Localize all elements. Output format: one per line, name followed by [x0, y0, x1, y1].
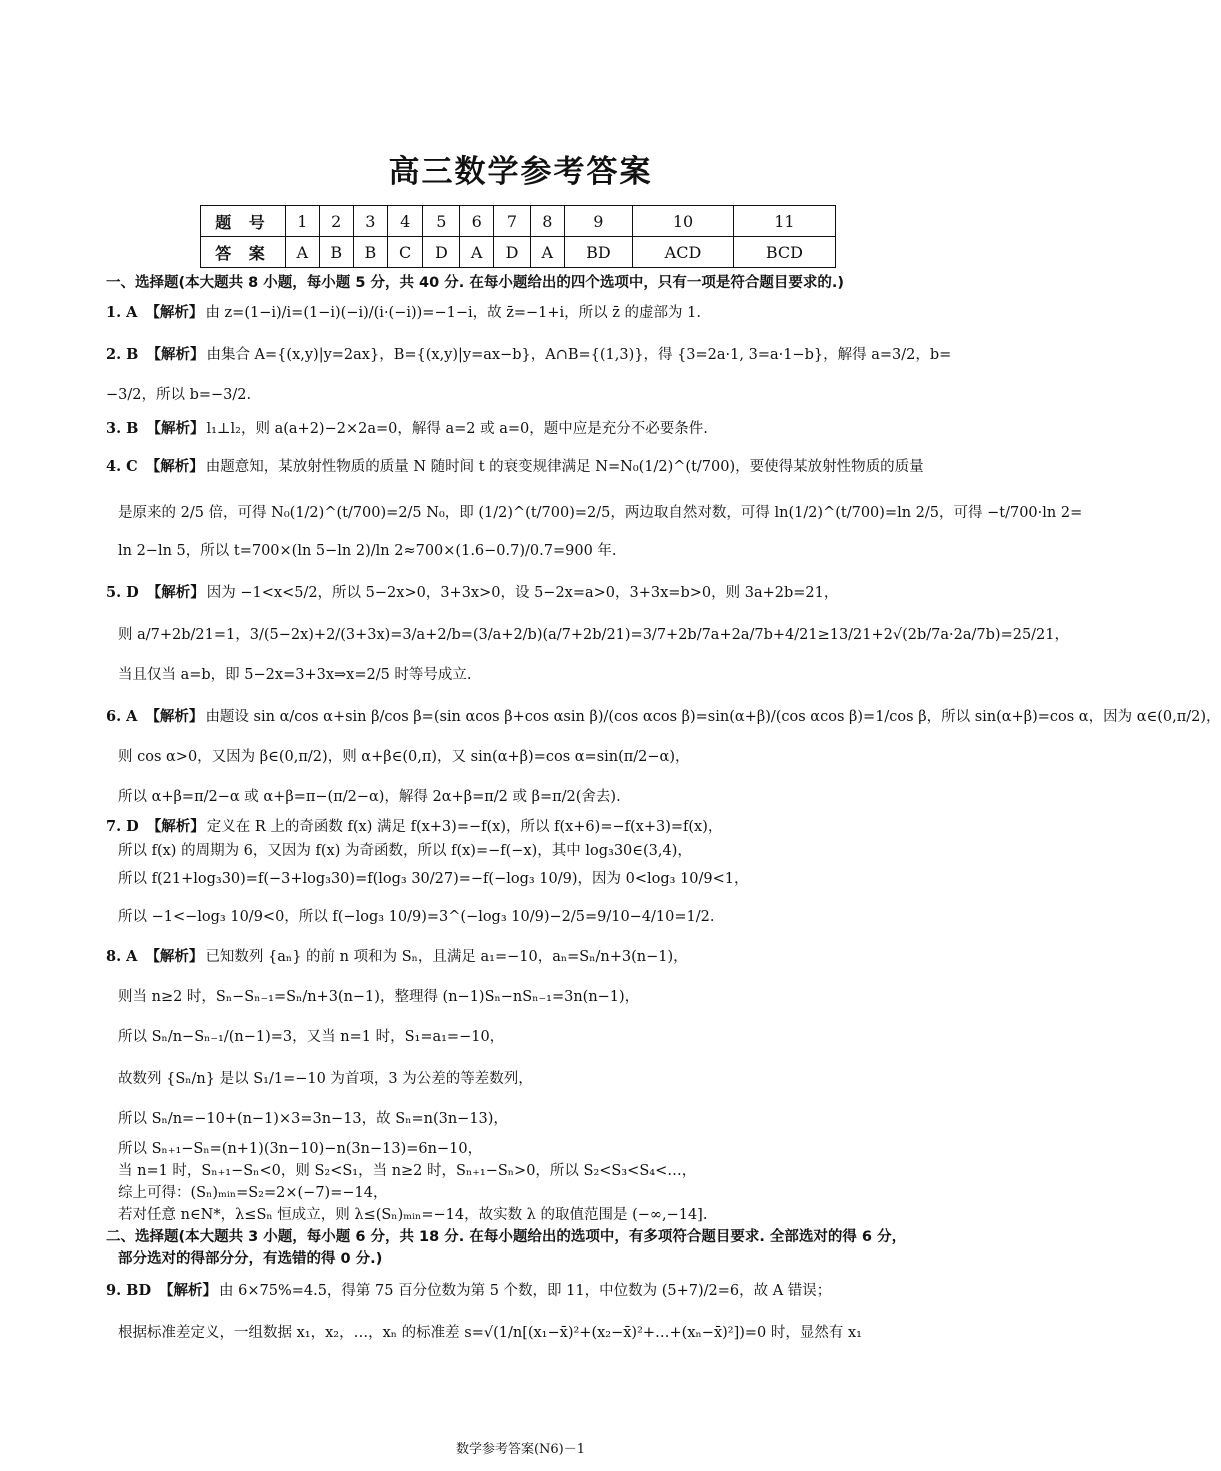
answer-cell: D	[423, 237, 460, 268]
solution-line: 则当 n≥2 时，Sₙ−Sₙ₋₁=Sₙ/n+3(n−1)，整理得 (n−1)Sₙ−nSₙ₋₁=3n(n−1)，	[118, 989, 640, 1005]
question-number: 6. A	[106, 708, 138, 725]
question-number-cell: 6	[460, 206, 494, 237]
solution-line: 所以 −1<−log₃ 10/9<0，所以 f(−log₃ 10/9)=3^(−log₃ 10/9)−2/5=9/10−4/10=1/2.	[118, 909, 715, 925]
solution-line: 所以 f(21+log₃30)=f(−3+log₃30)=f(log₃ 30/27)=−f(−log₃ 10/9)，因为 0<log₃ 10/9<1，	[118, 871, 749, 887]
question-number-cell: 3	[353, 206, 387, 237]
solution-line: 由 6×75%=4.5，得第 75 百分位数为第 5 个数，即 11，中位数为 (5+7)/2=6，故 A 错误；	[219, 1283, 832, 1299]
solution-q3	[106, 418, 966, 440]
question-number: 9. BD	[106, 1282, 152, 1299]
analysis-tag: 【解析】	[145, 458, 204, 475]
page-title: 高三数学参考答案	[388, 154, 653, 190]
question-number-cell: 4	[387, 206, 422, 237]
question-number-cell: 1	[286, 206, 320, 237]
question-number: 5. D	[106, 584, 139, 601]
analysis-tag: 【解析】	[145, 948, 204, 965]
answer-cell: A	[286, 237, 320, 268]
solution-line: 故数列 {Sₙ/n} 是以 S₁/1=−10 为首项，3 为公差的等差数列，	[118, 1071, 533, 1087]
solution-line: 是原来的 2/5 倍，可得 N₀(1/2)^(t/700)=2/5 N₀，即 (1/2)^(t/700)=2/5，两边取自然对数，可得 ln(1/2)^(t/700)=ln 2/5，可得 −t/700·ln 2=	[118, 505, 1083, 521]
question-number-row	[201, 206, 836, 237]
analysis-tag: 【解析】	[146, 818, 205, 835]
question-number: 3. B	[106, 420, 139, 437]
analysis-tag: 【解析】	[146, 420, 205, 437]
answer-cell: B	[319, 237, 353, 268]
question-number-cell: 2	[319, 206, 353, 237]
question-number: 8. A	[106, 948, 138, 965]
question-number: 2. B	[106, 346, 139, 363]
solution-line: 当且仅当 a=b，即 5−2x=3+3x⇒x=2/5 时等号成立.	[118, 667, 472, 683]
solution-line: 所以 Sₙ/n−Sₙ₋₁/(n−1)=3，又当 n=1 时，S₁=a₁=−10，	[118, 1029, 505, 1045]
analysis-tag: 【解析】	[159, 1282, 218, 1299]
solution-q1	[106, 302, 966, 324]
answer-cell: BD	[564, 237, 633, 268]
solution-line: 所以 α+β=π/2−α 或 α+β=π−(π/2−α)，解得 2α+β=π/2 或 β=π/2(舍去).	[118, 789, 621, 805]
solution-line: 所以 f(x) 的周期为 6，又因为 f(x) 为奇函数，所以 f(x)=−f(−x)，其中 log₃30∈(3,4)，	[118, 843, 692, 859]
row-header-question: 题 号	[201, 206, 286, 237]
solution-line: 由集合 A={(x,y)|y=2ax}，B={(x,y)|y=ax−b}，A∩B={(1,3)}，得 {3=2a·1, 3=a·1−b}，解得 a=3/2，b=	[206, 347, 952, 363]
answer-cell: ACD	[633, 237, 734, 268]
solution-line: ln 2−ln 5，所以 t=700×(ln 5−ln 2)/ln 2≈700×(1.6−0.7)/0.7=900 年.	[118, 543, 617, 559]
analysis-tag: 【解析】	[145, 708, 204, 725]
question-number: 1. A	[106, 304, 138, 321]
question-number-cell: 11	[733, 206, 835, 237]
question-number: 4. C	[106, 458, 138, 475]
solution-line: 由 z=(1−i)/i=(1−i)(−i)/(i·(−i))=−1−i，故 z̄=−1+i，所以 z̄ 的虚部为 1.	[205, 305, 701, 321]
answer-cell: B	[353, 237, 387, 268]
solution-q2	[106, 344, 966, 366]
solution-line: 因为 −1<x<5/2，所以 5−2x>0，3+3x>0，设 5−2x=a>0，3+3x=b>0，则 3a+2b=21，	[206, 585, 839, 601]
solution-line: 已知数列 {aₙ} 的前 n 项和为 Sₙ，且满足 a₁=−10，aₙ=Sₙ/n+3(n−1)，	[205, 949, 688, 965]
question-number: 7. D	[106, 818, 139, 835]
answer-cell: C	[387, 237, 422, 268]
answer-cell: A	[531, 237, 565, 268]
solution-line: 则 cos α>0，又因为 β∈(0,π/2)，则 α+β∈(0,π)，又 sin(α+β)=cos α=sin(π/2−α)，	[118, 749, 690, 765]
solution-line: 由题设 sin α/cos α+sin β/cos β=(sin αcos β+cos αsin β)/(cos αcos β)=sin(α+β)/(cos αcos β)=1/cos β，所以 sin(α+β)=cos α，因为 α∈(0,π/2)，	[205, 709, 1221, 725]
solution-line: 所以 Sₙ₊₁−Sₙ=(n+1)(3n−10)−n(3n−13)=6n−10，	[118, 1141, 483, 1157]
solution-line: 由题意知，某放射性物质的质量 N 随时间 t 的衰变规律满足 N=N₀(1/2)^(t/700)，要使得某放射性物质的质量	[205, 459, 924, 475]
question-number-cell: 9	[564, 206, 633, 237]
answer-cell: A	[460, 237, 494, 268]
section-2-heading-continued: 部分选对的得部分分，有选错的得 0 分.)	[118, 1251, 383, 1267]
answer-key-table	[200, 205, 836, 268]
solution-q8	[106, 946, 966, 968]
solution-line: −3/2，所以 b=−3/2.	[106, 387, 252, 403]
solution-q7	[106, 816, 966, 838]
page-footer: 数学参考答案(N6)－1	[455, 1442, 586, 1457]
solution-q4	[106, 456, 966, 478]
answer-cell: BCD	[733, 237, 835, 268]
question-number-cell: 8	[531, 206, 565, 237]
solution-line: 综上可得：(Sₙ)ₘᵢₙ=S₂=2×(−7)=−14，	[118, 1185, 388, 1201]
answer-row	[201, 237, 836, 268]
question-number-cell: 7	[494, 206, 531, 237]
question-number-cell: 5	[423, 206, 460, 237]
solution-q6	[106, 706, 1221, 728]
row-header-answer: 答 案	[201, 237, 286, 268]
solution-line: 当 n=1 时，Sₙ₊₁−Sₙ<0，则 S₂<S₁，当 n≥2 时，Sₙ₊₁−Sₙ>0，所以 S₂<S₃<S₄<…，	[118, 1163, 697, 1179]
solution-line: 定义在 R 上的奇函数 f(x) 满足 f(x+3)=−f(x)，所以 f(x+6)=−f(x+3)=f(x)，	[206, 819, 723, 835]
solution-line: 则 a/7+2b/21=1，3/(5−2x)+2/(3+3x)=3/a+2/b=(3/a+2/b)(a/7+2b/21)=3/7+2b/7a+2a/7b+4/21≥13/21+2√(2b/7a·2a/7b)=25/21，	[118, 627, 1070, 643]
analysis-tag: 【解析】	[145, 304, 204, 321]
answer-cell: D	[494, 237, 531, 268]
solution-line: 根据标准差定义，一组数据 x₁，x₂，…，xₙ 的标准差 s=√(1/n[(x₁−x̄)²+(x₂−x̄)²+…+(xₙ−x̄)²])=0 时，显然有 x₁	[118, 1325, 862, 1341]
analysis-tag: 【解析】	[146, 346, 205, 363]
solution-q9	[106, 1280, 966, 1302]
analysis-tag: 【解析】	[146, 584, 205, 601]
section-2-heading: 二、选择题(本大题共 3 小题，每小题 6 分，共 18 分. 在每小题给出的选项中，有多项符合题目要求. 全部选对的得 6 分，	[106, 1229, 907, 1245]
solution-line: l₁⊥l₂，则 a(a+2)−2×2a=0，解得 a=2 或 a=0，题中应是充分不必要条件.	[206, 421, 708, 437]
solution-line: 若对任意 n∈N*，λ≤Sₙ 恒成立，则 λ≤(Sₙ)ₘᵢₙ=−14，故实数 λ 的取值范围是 (−∞,−14].	[118, 1207, 708, 1223]
solution-q5	[106, 582, 966, 604]
question-number-cell: 10	[633, 206, 734, 237]
section-1-heading: 一、选择题(本大题共 8 小题，每小题 5 分，共 40 分. 在每小题给出的四个选项中，只有一项是符合题目要求的.)	[106, 275, 844, 291]
solution-line: 所以 Sₙ/n=−10+(n−1)×3=3n−13，故 Sₙ=n(3n−13)，	[118, 1111, 508, 1127]
